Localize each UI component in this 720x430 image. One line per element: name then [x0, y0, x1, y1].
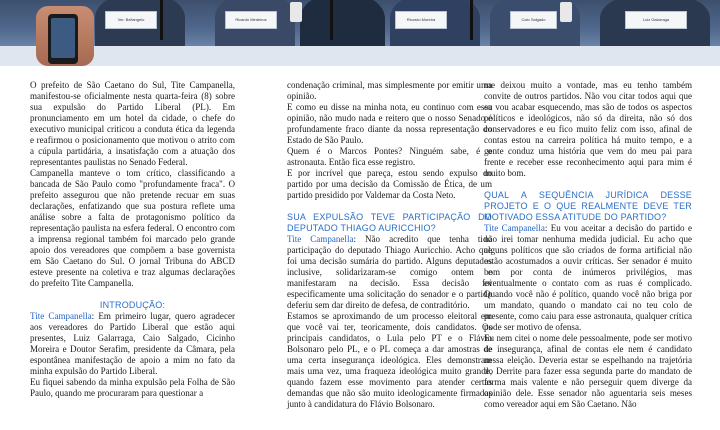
smartphone-screen — [51, 18, 75, 58]
speaker-name: Tite Campanella — [30, 311, 92, 321]
nameplate: Ricardo Medeiros — [225, 11, 277, 29]
nameplate: Caio Salgado — [510, 11, 557, 29]
water-bottle — [290, 2, 302, 22]
article-paragraph: Eu nem citei o nome dele pessoalmente, pode ser motivo de insegurança, afinal de contas ele nem é candidato nessa eleição. Deveria estar se espelhando na trajetória do Derrite para fazer essa segunda parte do mandato de forma mais valente e não perseguir quem diverge da opinião dele. Esse senador não aguentaria seis meses como vereador aqui em São Caetano. Não — [484, 333, 692, 409]
nameplate: Ricardo Moreira — [395, 11, 447, 29]
article-paragraph: Campanella manteve o tom crítico, classificando a bancada de São Paulo como "profundamente fraca". O prefeito assegurou que não pretende recuar em suas declarações, enfatizando que sua postura reflete uma análise sobre a falta de protagonismo político da representação paulista na esfera federal. O encontro com a imprensa regional também foi marcado pelo grande apoio dos vereadores que compõem a base governista em São Caetano do Sul. O jornal Tribuna do ABCD esteve presente na coletiva e traz algumas declarações do prefeito Tite Campanella. — [30, 168, 235, 288]
article-paragraph: E como eu disse na minha nota, eu continuo com essa opinião, não mudo nada e reitero que o nosso Senado é profundamente fraco diante da nossa representação do Estado de São Paulo. — [287, 102, 492, 145]
microphone-icon — [160, 0, 163, 40]
article-column-3 — [484, 80, 692, 410]
article-paragraph: Eu fiquei sabendo da minha expulsão pela Folha de São Paulo, quando me procuraram para questionar a — [30, 377, 235, 398]
article-paragraph: condenação criminal, mas simplesmente por emitir uma opinião. — [287, 80, 492, 101]
section-heading: SUA EXPULSÃO TEVE PARTICIPAÇÃO DO DEPUTADO THIAGO AURICCHIO? — [287, 212, 492, 233]
article-paragraph: Estamos se aproximando de um processo eleitoral em que você vai ter, teoricamente, dois candidatos. Os principais candidatos, o Lula pelo PT e o Flávio Bolsonaro pelo PL, e o PL começa a dar amostras de uma certa insegurança ideológica. Eles demonstram mais uma vez, uma fraqueza ideológica muito grande, quando fazem esse movimento para atender certas demandas que não são muito ideologicamente firmadas junto à candidatura do Flávio Bolsonaro. — [287, 311, 492, 409]
article-paragraph: Quem é o Marcos Pontes? Ninguém sabe, é o astronauta. Então fica esse registro. — [287, 146, 492, 167]
water-bottle — [560, 2, 572, 22]
article-column-1 — [30, 80, 235, 399]
article-paragraph: Tite Campanella: Em primeiro lugar, quero agradecer aos vereadores do Partido Liberal que estão aqui presentes, Luiz Galarraga, Caio Salgado, Cicinho Moreira e Doutor Serafim, presidente da Câmara, pela espontânea manifestação de apoio a mim no fato da minha expulsão do Partido Liberal. — [30, 311, 235, 376]
article-paragraph: Tite Campanella: Não acredito que tenha tido participação do deputado Thiago Auricchio. Acho que foi uma decisão sumária do partido. Alguns deputados inclusive, solidarizaram-se comigo ontem e manifestaram na decisão. Essa decisão foi especificamente uma solicitação do senador e o partido deferiu sem dar direito de defesa, de contraditório. — [287, 234, 492, 310]
nameplate: Luiz Galarraga — [625, 11, 687, 29]
article-paragraph: O prefeito de São Caetano do Sul, Tite Campanella, manifestou-se oficialmente nesta quarta-feira (8) sobre sua expulsão do Partido Liberal (PL). Em pronunciamento em um hotel da cidade, o chefe do executivo municipal criticou a conduta ética da legenda e reafirmou o posicionamento que motivou o atrito com a cúpula partidária, a insatisfação com a atuação dos representantes paulistas no Senado Federal. — [30, 80, 235, 167]
nameplate: Ver. Bellangelo — [105, 11, 157, 29]
section-heading: QUAL A SEQUÊNCIA JURÍDICA DESSE PROJETO E O QUE REALMENTE DEVE TER MOTIVADO ESSA ATITUDE DO PARTIDO? — [484, 190, 692, 222]
microphone-icon — [470, 0, 473, 40]
article-paragraph: me deixou muito a vontade, mas eu tenho também convite de outros partidos. Não vou citar todos aqui que eu vou acabar esquecendo, mas são de todos os aspectos políticos e ideológicos, não só da direita, não só dos conservadores e eu fico muito feliz com isso, afinal de contas estou na carreira política há muito tempo, e a gente conduz uma história que vem do meu pai para frente e receber esse reconhecimento aqui para mim é muito bom. — [484, 80, 692, 178]
conference-table — [0, 46, 720, 66]
article-paragraph: E por incrível que pareça, estou sendo expulso do partido por uma decisão da Comissão de Ética, de um partido presidido por Valdemar da Costa Neto. — [287, 168, 492, 200]
article-paragraph: Tite Campanella: Eu vou aceitar a decisão do partido e não irei tomar nenhuma medida judicial. Eu acho que alguns políticos que são criados de forma artificial não estão acostumados a ouvir críticas. Ser senador é muito bom por conta de inúmeros privilégios, mas eventualmente o contato com as ruas é complicado. Quando você não é político, quando você não briga por um mandato, quando o mandato cai no teu colo de presente, como caiu para esse astronauta, qualquer crítica pode ser motivo de ofensa. — [484, 223, 692, 332]
press-conference-photo — [0, 0, 720, 66]
microphone-icon — [330, 0, 333, 40]
speaker-name: Tite Campanella — [484, 223, 545, 233]
speaker-name: Tite Campanella — [287, 234, 354, 244]
article-column-2 — [287, 80, 492, 410]
section-heading: INTRODUÇÃO: — [99, 300, 166, 310]
